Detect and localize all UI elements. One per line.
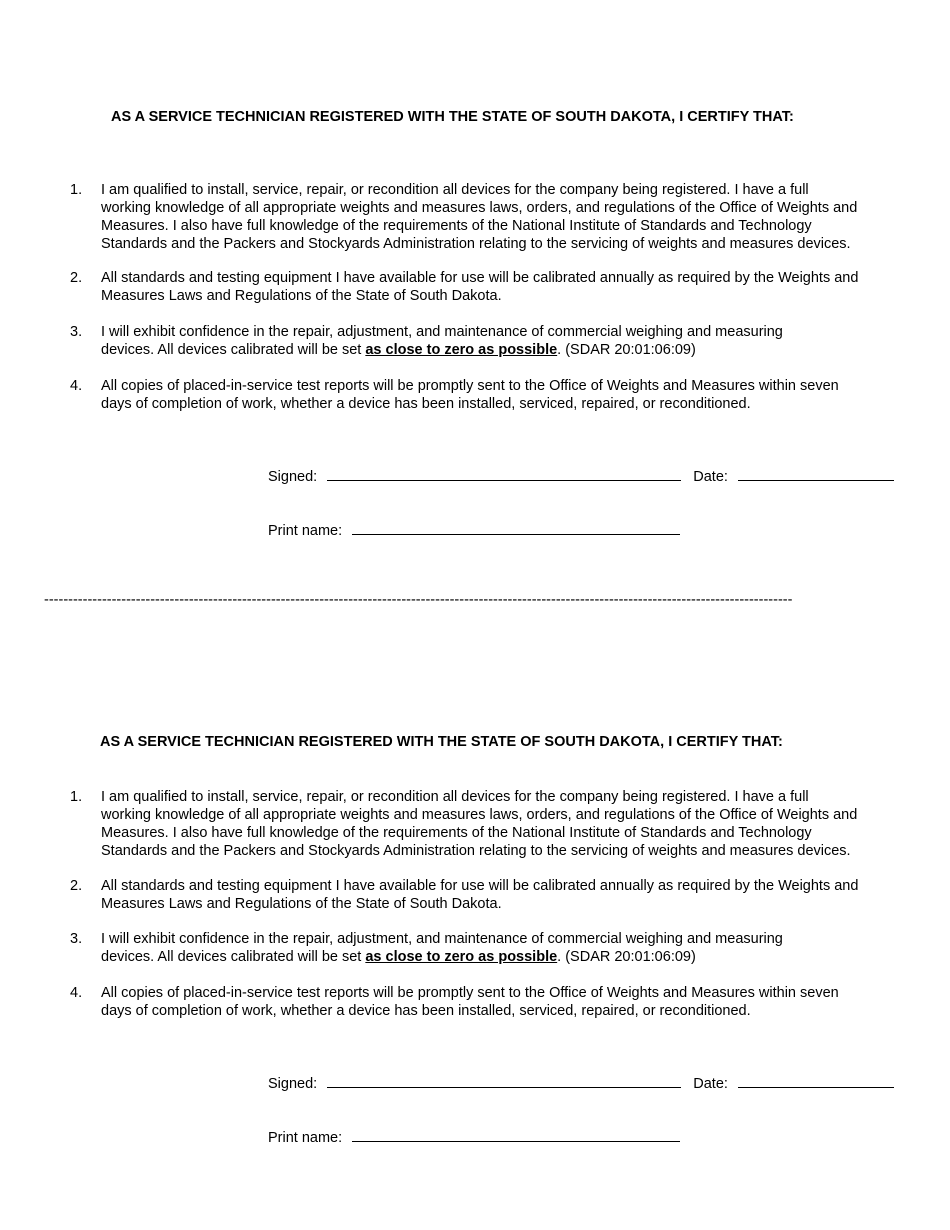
item-text — [101, 323, 920, 359]
print-name-label: Print name: — [268, 1130, 343, 1146]
item-line-pre: devices. All devices calibrated will be set — [101, 342, 366, 358]
item-line: All copies of placed-in-service test reports will be promptly sent to the Office of Weights and Measures within seven — [101, 378, 839, 394]
certification-item-4 — [70, 377, 920, 413]
item-line: I am qualified to install, service, repair, or recondition all devices for the company being registered. I have a full — [101, 182, 809, 198]
certification-item-1 — [70, 181, 920, 253]
item-line: Measures. I also have full knowledge of the requirements of the National Institute of Standards and Technology — [101, 218, 812, 234]
print-name-row-2 — [268, 1127, 680, 1146]
item-text — [101, 377, 920, 413]
item-line: working knowledge of all appropriate weights and measures laws, orders, and regulations of the Office of Weights and — [101, 807, 858, 823]
print-name-label: Print name: — [268, 523, 343, 539]
item-line: Measures. I also have full knowledge of the requirements of the National Institute of Standards and Technology — [101, 825, 812, 841]
item-number: 2. — [70, 878, 83, 894]
item-number: 1. — [70, 182, 83, 198]
item-number: 1. — [70, 789, 83, 805]
item-line: Measures Laws and Regulations of the State of South Dakota. — [101, 896, 502, 912]
item-line: All standards and testing equipment I have available for use will be calibrated annually as required by the Weights and — [101, 878, 859, 894]
item-number: 3. — [70, 324, 83, 340]
signed-field[interactable] — [327, 466, 681, 481]
signed-label: Signed: — [268, 1076, 318, 1092]
item-line: days of completion of work, whether a device has been installed, serviced, repaired, or reconditioned. — [101, 396, 751, 412]
signed-field[interactable] — [327, 1073, 681, 1088]
certification-item-2 — [70, 269, 920, 305]
item-text — [101, 930, 920, 966]
date-field[interactable] — [738, 466, 894, 481]
print-name-field[interactable] — [352, 1127, 680, 1142]
emphasized-phrase: as close to zero as possible — [365, 949, 558, 965]
item-text — [101, 181, 920, 253]
item-number: 4. — [70, 378, 83, 394]
date-label: Date: — [693, 1076, 728, 1092]
item-line: I am qualified to install, service, repair, or recondition all devices for the company being registered. I have a full — [101, 789, 809, 805]
print-name-row-1 — [268, 520, 680, 539]
cut-line-divider: ----------------------------------------------------------------------------------------------------------------------------------------------------------- — [44, 592, 793, 608]
item-line-post: . (SDAR 20:01:06:09) — [557, 949, 696, 965]
item-text — [101, 984, 920, 1020]
item-number: 2. — [70, 270, 83, 286]
signed-label: Signed: — [268, 469, 318, 485]
item-number: 3. — [70, 931, 83, 947]
item-line: All standards and testing equipment I have available for use will be calibrated annually as required by the Weights and — [101, 270, 859, 286]
item-line: Measures Laws and Regulations of the State of South Dakota. — [101, 288, 502, 304]
certification-heading-1: AS A SERVICE TECHNICIAN REGISTERED WITH THE STATE OF SOUTH DAKOTA, I CERTIFY THAT: — [111, 109, 794, 125]
item-number: 4. — [70, 985, 83, 1001]
item-line: working knowledge of all appropriate weights and measures laws, orders, and regulations of the Office of Weights and — [101, 200, 858, 216]
date-field[interactable] — [738, 1073, 894, 1088]
item-line: All copies of placed-in-service test reports will be promptly sent to the Office of Weights and Measures within seven — [101, 985, 839, 1001]
certification-item-4 — [70, 984, 920, 1020]
item-text — [101, 877, 920, 913]
certification-item-3 — [70, 930, 920, 966]
date-label: Date: — [693, 469, 728, 485]
print-name-field[interactable] — [352, 520, 680, 535]
signed-row-2 — [268, 1073, 894, 1092]
emphasized-phrase: as close to zero as possible — [365, 342, 558, 358]
item-line: days of completion of work, whether a device has been installed, serviced, repaired, or reconditioned. — [101, 1003, 751, 1019]
signed-row-1 — [268, 466, 894, 485]
certification-item-2 — [70, 877, 920, 913]
certification-item-1 — [70, 788, 920, 860]
item-line — [101, 948, 920, 966]
item-text — [101, 788, 920, 860]
item-line: Standards and the Packers and Stockyards Administration relating to the servicing of weights and measures devices. — [101, 843, 851, 859]
item-line-pre: devices. All devices calibrated will be set — [101, 949, 366, 965]
certification-item-3 — [70, 323, 920, 359]
item-line: I will exhibit confidence in the repair, adjustment, and maintenance of commercial weighing and measuring — [101, 324, 783, 340]
item-line-post: . (SDAR 20:01:06:09) — [557, 342, 696, 358]
item-line: Standards and the Packers and Stockyards Administration relating to the servicing of weights and measures devices. — [101, 236, 851, 252]
item-line: I will exhibit confidence in the repair, adjustment, and maintenance of commercial weighing and measuring — [101, 931, 783, 947]
item-line — [101, 341, 920, 359]
certification-heading-2: AS A SERVICE TECHNICIAN REGISTERED WITH THE STATE OF SOUTH DAKOTA, I CERTIFY THAT: — [100, 734, 783, 750]
item-text — [101, 269, 920, 305]
